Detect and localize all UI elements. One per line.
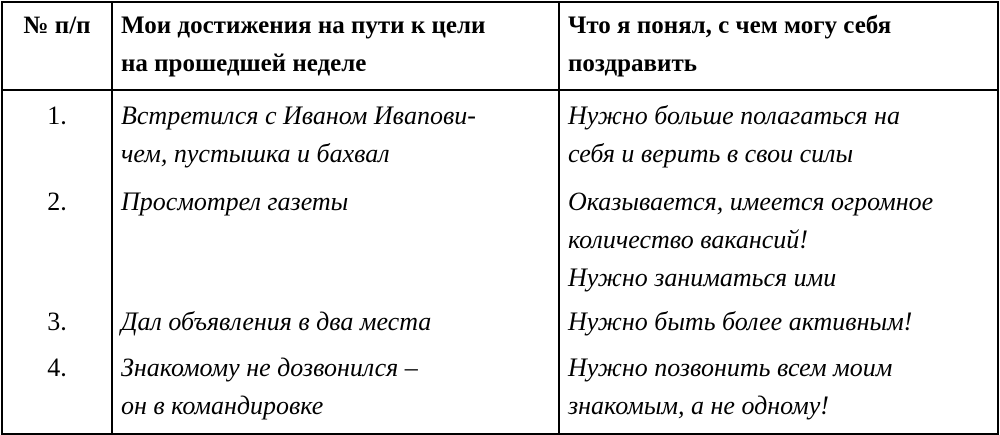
achievement-line: он в командировке (121, 391, 324, 420)
row-achievement (112, 177, 559, 297)
insight-line: Нужно больше полагаться на (568, 101, 900, 130)
table-row (2, 343, 998, 434)
achievement-line: Просмотрел газеты (121, 187, 349, 216)
header-number (2, 2, 112, 90)
row-number: 3. (2, 297, 112, 343)
row-number: 1. (2, 90, 112, 177)
row-insight (559, 177, 998, 297)
row-insight (559, 343, 998, 434)
insight-line: количество вакансий! (568, 225, 808, 254)
row-number: 2. (2, 177, 112, 297)
header-row (2, 2, 998, 90)
insight-line: Нужно позвонить всем моим (568, 353, 893, 382)
table-header (2, 2, 998, 90)
achievement-line: Встретился с Иваном Ивanoви- (121, 101, 476, 130)
header-achievements-line-2: на прошедшей неделе (121, 50, 367, 77)
table-body (2, 90, 998, 434)
row-number: 4. (2, 343, 112, 434)
insight-line: Оказывается, имеется огромное (568, 187, 934, 216)
achievement-line: Дал объявления в два места (121, 307, 432, 336)
header-insights-line-2: поздравить (568, 50, 697, 77)
header-achievements (112, 2, 559, 90)
insight-line: знакомым, а не одному! (568, 391, 829, 420)
table-row (2, 177, 998, 297)
row-achievement (112, 343, 559, 434)
achievement-line: чем, пустышка и бахвал (121, 139, 390, 168)
row-insight (559, 90, 998, 177)
row-insight (559, 297, 998, 343)
insight-line: Нужно быть более активным! (568, 307, 913, 336)
table-row (2, 90, 998, 177)
header-number-text: № п/п (23, 12, 91, 39)
row-achievement (112, 90, 559, 177)
insight-line: Нужно заниматься ими (568, 263, 837, 292)
header-insights (559, 2, 998, 90)
insight-line: себя и верить в свои силы (568, 139, 854, 168)
table-row (2, 297, 998, 343)
header-achievements-line-1: Мои достижения на пути к цели (121, 12, 486, 39)
achievements-table (1, 1, 999, 435)
achievement-line: Знакомому не дозвонился – (121, 353, 418, 382)
header-insights-line-1: Что я понял, с чем могу себя (568, 12, 892, 39)
row-achievement (112, 297, 559, 343)
